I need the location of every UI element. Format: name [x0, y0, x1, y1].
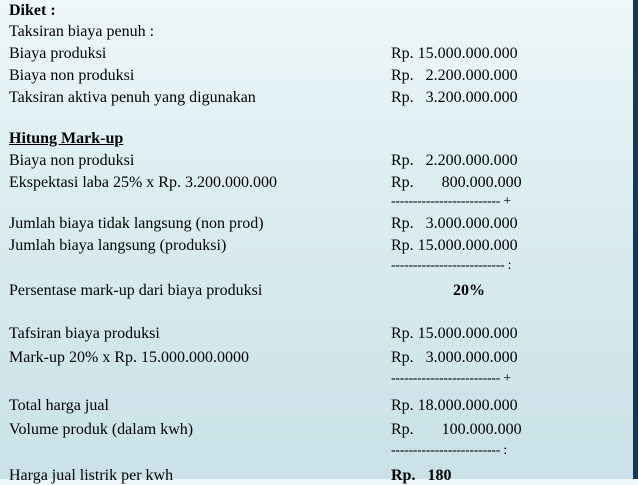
harga-row-label: Mark-up 20% x Rp. 15.000.000.0000 — [9, 349, 249, 366]
diket-title: Diket : — [9, 2, 56, 19]
markup-row-label: Jumlah biaya tidak langsung (non prod) — [9, 215, 264, 232]
diket-row-value: Rp. 3.200.000.000 — [391, 89, 518, 106]
markup-result-value: 20% — [453, 282, 485, 299]
markup-row-label: Jumlah biaya langsung (produksi) — [9, 237, 227, 254]
markup-heading: Hitung Mark-up — [9, 130, 124, 147]
harga-row-value: Rp. 100.000.000 — [391, 421, 522, 438]
harga-row-label: Tafsiran biaya produksi — [9, 325, 160, 342]
harga-result-label: Harga jual listrik per kwh — [9, 467, 174, 484]
diket-row-label: Biaya produksi — [9, 45, 107, 62]
harga-row-label: Total harga jual — [9, 397, 109, 414]
harga-result-value: Rp. 180 — [391, 467, 452, 484]
harga-row-value: Rp. 18.000.000.000 — [391, 397, 518, 414]
markup-row-value: Rp. 15.000.000.000 — [391, 237, 518, 254]
separator-divide: -------------------------- : — [391, 258, 512, 273]
markup-row-value: Rp. 2.200.000.000 — [391, 152, 518, 169]
separator-plus: ------------------------- + — [391, 371, 511, 386]
diket-row-value: Rp. 15.000.000.000 — [391, 45, 518, 62]
diket-row-label: Biaya non produksi — [9, 67, 135, 84]
harga-row-value: Rp. 3.000.000.000 — [391, 349, 518, 366]
separator-plus: ------------------------- + — [391, 194, 511, 209]
slide-edge-bar — [633, 0, 638, 479]
markup-row-label: Biaya non produksi — [9, 152, 135, 169]
harga-row-value: Rp. 15.000.000.000 — [391, 325, 518, 342]
separator-divide: ------------------------- : — [391, 443, 507, 458]
diket-row-value: Rp. 2.200.000.000 — [391, 67, 518, 84]
diket-subtitle: Taksiran biaya penuh : — [9, 23, 155, 40]
markup-row-label: Ekspektasi laba 25% x Rp. 3.200.000.000 — [9, 174, 277, 191]
markup-row-value: Rp. 800.000.000 — [391, 174, 522, 191]
diket-row-label: Taksiran aktiva penuh yang digunakan — [9, 89, 256, 106]
markup-row-value: Rp. 3.000.000.000 — [391, 215, 518, 232]
markup-result-label: Persentase mark-up dari biaya produksi — [9, 282, 263, 299]
harga-row-label: Volume produk (dalam kwh) — [9, 421, 194, 438]
